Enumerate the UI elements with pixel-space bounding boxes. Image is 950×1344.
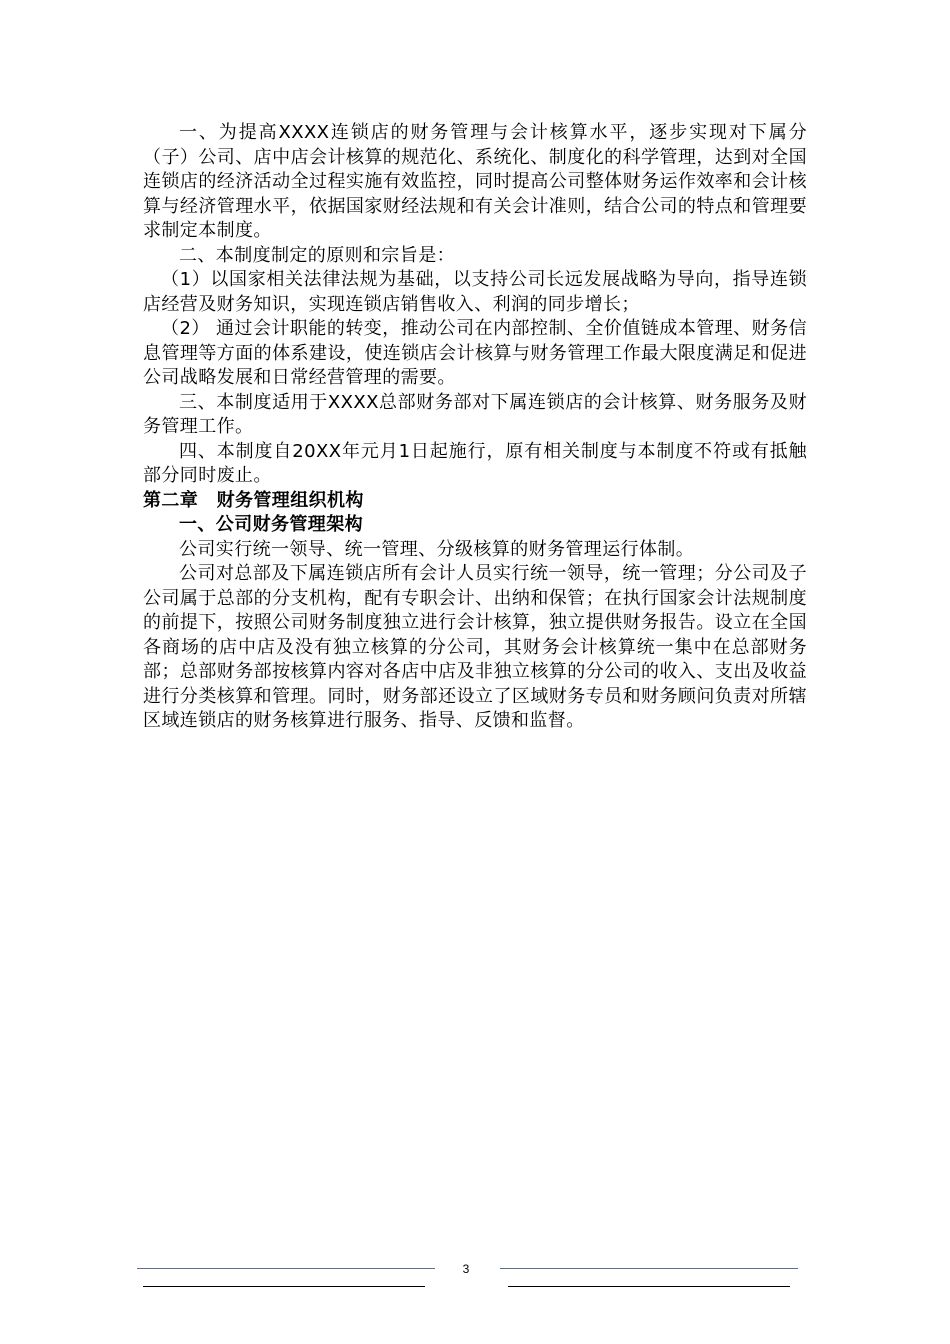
- section-heading: 一、公司财务管理架构: [179, 514, 363, 535]
- footer-rule-left-top: [137, 1268, 435, 1269]
- paragraph-purpose: 一、为提高XXXX连锁店的财务管理与会计核算水平，逐步实现对下属分（子）公司、店中店会计核算的规范化、系统化、制度化的科学管理，达到对全国连锁店的经济活动全过程实施有效监控，同时提高公司整体财务运作效率和会计核算与经济管理水平，依据国家财经法规和有关会计准则，结合公司的特点和管理要求制定本制度。: [143, 122, 807, 241]
- chapter-heading: 第二章 财务管理组织机构: [143, 489, 364, 511]
- page-number: 3: [462, 1262, 470, 1276]
- paragraph-organization: 公司对总部及下属连锁店所有会计人员实行统一领导，统一管理；分公司及子公司属于总部的分支机构，配有专职会计、出纳和保管；在执行国家会计法规制度的前提下，按照公司财务制度独立进行会计核算，独立提供财务报告。设立在全国各商场的店中店及没有独立核算的分公司，其财务会计核算统一集中在总部财务部；总部财务部按核算内容对各店中店及非独立核算的分公司的收入、支出及收益进行分类核算和管理。同时，财务部还设立了区域财务专员和财务顾问负责对所辖区域连锁店的财务核算进行服务、指导、反馈和监督。: [143, 563, 807, 731]
- document-body: [143, 121, 807, 734]
- paragraph-effective-date: 四、本制度自20XX年元月1日起施行，原有相关制度与本制度不符或有抵触部分同时废止。: [143, 440, 807, 486]
- paragraph-scope: 三、本制度适用于XXXX总部财务部对下属连锁店的会计核算、财务服务及财务管理工作。: [143, 391, 807, 437]
- paragraph-principles-intro: 二、本制度制定的原则和宗旨是：: [179, 244, 455, 266]
- paragraph-principle-2: （2） 通过会计职能的转变，推动公司在内部控制、全价值链成本管理、财务信息管理等方面的体系建设，使连锁店会计核算与财务管理工作最大限度满足和促进公司战略发展和日常经营管理的需要。: [143, 318, 807, 388]
- footer-rule-left-bottom: [143, 1286, 425, 1287]
- footer-rule-right-bottom: [508, 1286, 790, 1287]
- paragraph-principle-1: （1）以国家相关法律法规为基础，以支持公司长远发展战略为导向，指导连锁店经营及财务知识，实现连锁店销售收入、利润的同步增长；: [143, 269, 807, 315]
- footer-rule-right-top: [500, 1268, 798, 1269]
- paragraph-system: 公司实行统一领导、统一管理、分级核算的财务管理运行体制。: [179, 538, 695, 560]
